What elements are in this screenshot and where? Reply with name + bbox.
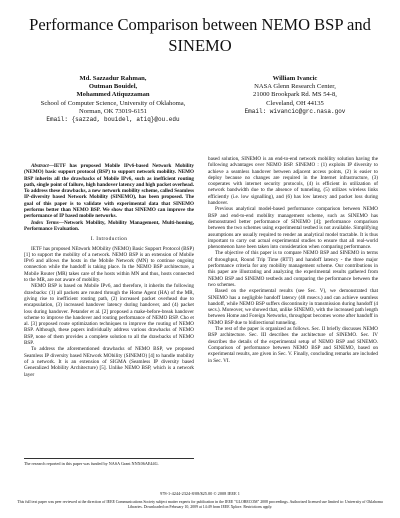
funding-footnote: The research reported in this paper was funded by NASA Grant NNX06AE44G. [24,458,194,466]
author-name: William Ivancic [272,75,318,82]
paper-title: Performance Comparison between NEMO BSP and SINEMO [29,15,371,55]
copyright-line: 978-1-4244-2324-8/08/$25.00 © 2008 IEEE 1 [160,491,240,496]
affiliation: Cleveland, OH 44135 [266,99,324,107]
author-email: Email: wivancic@grc.nasa.gov [244,107,346,115]
right-column [208,156,378,364]
affiliation: NASA Glenn Research Center, [254,83,336,91]
abstract [24,163,194,220]
paragraph: Previous analytical model-based performance comparison between NEMO BSP and end-to-end mobility management scheme, such as SINEMO has demonstrated better performance of SINEMO [4]; performance comparison between the two schemes using experimental testbed is not available. Simplifying assumptions are usually required to render an analytical model tractable. It is thus important to carry out actual experimental studies to ensure that all real-world phenomenon have been taken into consideration when comparing performance. [208,206,378,251]
section-heading: I. Introduction [90,236,128,243]
page-footer: This full text paper was peer reviewed at the direction of IEEE Communications Society subject matter experts for publication in the IEEE "GLOBECOM" 2008 proceedings. Authorized licensed use limited to: University of Oklahoma Libraries. Downloaded on February 10, 2009 at 14:49 from IEEE Xplore. Restrictions apply. [17,500,383,509]
author-email: Email: {sazzad, bouidel, atiq}@ou.edu [46,116,180,124]
index-terms [24,220,194,233]
author-block-left [28,75,198,124]
abstract-label: Abstract [31,163,49,169]
index-terms-text: —Network Mobility, Mobility Management, Multi-homing, Performance Evaluation. [24,219,194,232]
author-name: Outman Bouidel, [88,83,138,91]
author-name: Mohammed Atiquzzaman [76,91,150,99]
affiliation: Norman, OK 73019-6151 [79,107,147,115]
abstract-text: —IETF has proposed Mobile IPv6-based Network Mobility (NEMO) basic support protocol (BSP) to support network mobility. NEMO BSP inherits all the drawbacks of Mobile IPv6, such as inefficient routing path, single point of failure, high handover latency and high packet overhead. To address these drawbacks, a new network mobility scheme, called Seamless IP-diversity based Network Mobility (SINEMO), has been proposed. The goal of this paper is to validate with experimental data that SINEMO performs better than NEMO BSP. We show that SINEMO can improve the performance of IP based mobile networks. [24,163,194,220]
paragraph: based solution, SINEMO is an end-to-end network mobility solution having the following advantages over NEMO BSP. SINEMO : (1) exploits IP diversity to achieve a seamless handover between adjacent access points, (2) is easier to deploy because no changes are required in the Internet infrastructure, (3) cooperates with internet security protocols, (4) is efficient in utilization of network bandwidth due to the absence of tunneling, (5) utilizes wireless links efficiently (i.e. low signalling), and (6) has low latency and packet loss during handover. [208,156,378,207]
paragraph: The rest of the paper is organized as follows. Sec. II briefly discusses NEMO BSP architecture. Sec. III describes the architecture of SINEMO. Sec. IV describes the details of the experimental setup of NEMO BSP and SINEMO. Comparison of performance between NEMO BSP and SINEMO, based on experimental results, are given in Sec. V. Finally, concluding remarks are included in Sec. VI. [208,326,378,364]
paragraph: To address the aforementioned drawbacks of NEMO BSP, we proposed Seamless IP diversity based NEtwork MObility (SINEMO) [4] to handle mobility of a network. It is an extension of SIGMA (Seamless IP diversity based Generalized Mobility Architecture) [5]. Unlike NEMO BSP, which is a network layer [24,346,194,378]
affiliation: 21000 Brookpark Rd. MS 54-8, [253,91,337,99]
affiliation: School of Computer Science, University of Oklahoma, [40,99,186,107]
paragraph: NEMO BSP is based on Mobile IPv6, and therefore, it inherits the following drawbacks: (1) all packets are routed through the Home Agent (HA) of the MR, giving rise to inefficient routing path, (2) increased packet overhead due to encapsulation, (3) increased handover latency during handover, and (4) packet loss during handover. Petander et al. [2] proposed a make-before-break handover scheme to improve the handover and routing performance of NEMO BSP. Cho et al. [3] proposed route optimization techniques to improve the routing of NEMO BSP. Although, these papers individually address various drawbacks of NEMO BSP, none of them provides a complete solution to all the drawbacks of NEMO BSP. [24,283,194,347]
author-block-right [215,75,375,116]
index-terms-label: Index Terms [31,219,59,226]
paragraph: The objective of this paper is to compare NEMO BSP and SINEMO in terms of throughput, Round Trip Time (RTT) and handoff latency - the three major performance criteria for any mobility management scheme. Our contributions in this paper are illustrating and analyzing the experimental results gathered from NEMO BSP and SINEMO testbeds and comparing the performance between the two schemes. [208,250,378,288]
left-column [24,163,194,378]
author-name: Md. Sazzadur Rahman, [79,75,147,82]
paragraph: IETF has proposed NEtwork MObility (NEMO) Basic Support Protocol (BSP) [1] to support the mobility of a network. NEMO BSP is an extension of Mobile IPv6 and allows the hosts in the Mobile Network (MN) to continue ongoing connection while the handoff is taking place. In the NEMO BSP architecture, a Mobile Router (MR) takes care of the hosts within MN and thus, hosts connected to the MR, are not aware of mobility. [24,245,194,284]
paragraph: Based on the experimental results (see Sec. V), we demonstrated that SINEMO has a negligible handoff latency (48 msecs.) and can achieve seamless handoff, while NEMO BSP suffers discontinuity in transmission during handoff (4 secs.). Moreover, we showed that, unlike SINEMO, with the increased path length between Home and Foreign Networks, throughput becomes worse after handoff in NEMO BSP due to bidirectional tunneling. [208,288,378,326]
